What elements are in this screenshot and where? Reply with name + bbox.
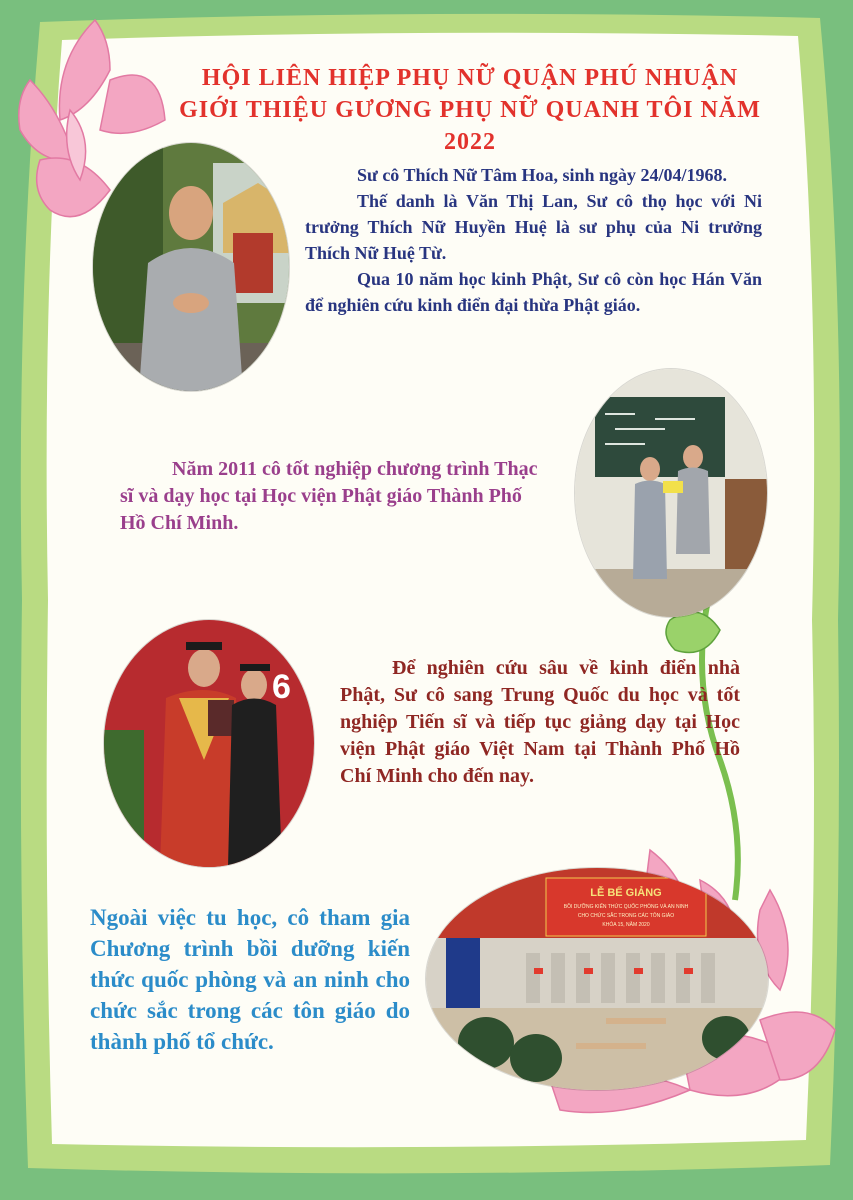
intro-paragraph-3: Qua 10 năm học kinh Phật, Sư cô còn học Hán Văn để nghiên cứu kinh điển đại thừa Phật giáo. — [305, 269, 762, 315]
portrait-photo — [93, 143, 289, 391]
masters-paragraph: Năm 2011 cô tốt nghiệp chương trình Thạc sĩ và dạy học tại Học viện Phật giáo Thành Phố Hồ Chí Minh. — [120, 458, 538, 534]
classroom-photo — [575, 369, 767, 617]
graduation-photo — [104, 620, 314, 867]
intro-paragraph-2: Thế danh là Văn Thị Lan, Sư cô thọ học với Ni trưởng Thích Nữ Huyền Huệ là sư phụ của Ni trưởng Thích Nữ Huệ Từ. — [305, 191, 762, 263]
page-title — [150, 62, 790, 158]
graduation-number: 6 — [272, 668, 291, 706]
activity-paragraph: Ngoài việc tu học, cô tham gia Chương trình bồi dưỡng kiến thức quốc phòng và an ninh cho chức sắc trong các tôn giáo do thành phố tổ chức. — [90, 905, 410, 1054]
intro-paragraph-1: Sư cô Thích Nữ Tâm Hoa, sinh ngày 24/04/1968. — [357, 165, 728, 185]
intro-paragraphs — [305, 162, 762, 318]
banner-subtitle-1: BỒI DƯỠNG KIẾN THỨC QUỐC PHÒNG VÀ AN NINH — [563, 904, 689, 910]
title-line-1: HỘI LIÊN HIỆP PHỤ NỮ QUẬN PHÚ NHUẬN — [201, 65, 739, 91]
ceremony-photo — [426, 868, 768, 1090]
banner-subtitle-3: KHÓA 15, NĂM 2020 — [602, 922, 650, 928]
banner-subtitle-2: CHO CHỨC SẮC TRONG CÁC TÔN GIÁO — [577, 913, 675, 919]
banner-title: LỄ BẾ GIẢNG — [590, 887, 662, 899]
title-line-2: GIỚI THIỆU GƯƠNG PHỤ NỮ QUANH TÔI NĂM 2022 — [179, 97, 761, 155]
doctorate-paragraph: Để nghiên cứu sâu về kinh điển nhà Phật, Sư cô sang Trung Quốc du học và tốt nghiệp Tiến sĩ và tiếp tục giảng dạy tại Học viện Phật giáo Việt Nam tại Thành Phố Hồ Chí Minh cho đến nay. — [340, 657, 740, 787]
